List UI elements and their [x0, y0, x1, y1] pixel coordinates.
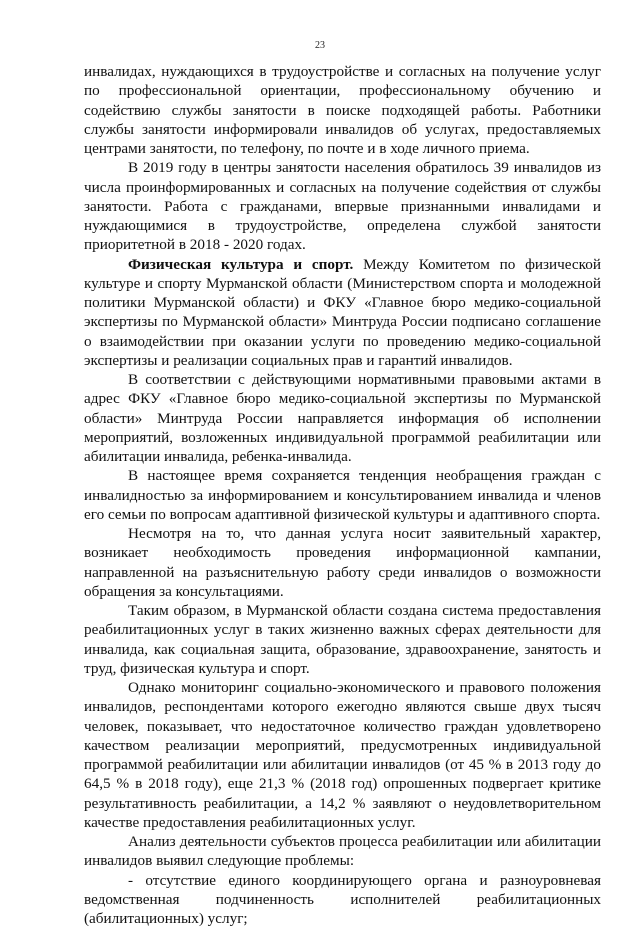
section-heading-sport: Физическая культура и спорт. [128, 256, 353, 273]
paragraph-monitoring: Однако мониторинг социально-экономического и правового положения инвалидов, респондентами которого ежегодно являются свыше двух тысяч человек, показывает, что недостаточное количество граждан удовлетворено качеством реализации мероприятий, предусмотренных индивидуальной программой реабилитации или абилитации инвалидов (от 45 % в 2013 году до 64,5 % в 2018 году), еще 21,3 % (2018 год) опрошенных подвергает критике результативность реабилитации, а 14,2 % заявляют о неудовлетворительном качестве предоставления реабилитационных услуг. [84, 678, 601, 832]
document-body [84, 62, 601, 928]
paragraph-system-summary: Таким образом, в Мурманской области создана система предоставления реабилитационных услуг в таких жизненно важных сферах деятельности для инвалида, как социальная защита, образование, здравоохранение, занятость и труд, физическая культура и спорт. [84, 601, 601, 678]
paragraph-legal-acts: В соответствии с действующими нормативными правовыми актами в адрес ФКУ «Главное бюро медико-социальной экспертизы по Мурманской области» Минтруда России направляется информация об исполнении мероприятий, возложенных индивидуальной программой реабилитации или абилитации инвалида, ребенка-инвалида. [84, 370, 601, 466]
paragraph-campaign: Несмотря на то, что данная услуга носит заявительный характер, возникает необходимость проведения информационной кампании, направленной на разъяснительную работу среди инвалидов о возможности обращения за консультациями. [84, 524, 601, 601]
paragraph-employment-info: инвалидах, нуждающихся в трудоустройстве и согласных на получение услуг по профессиональной ориентации, профессиональному обучению и содействию службы занятости в поиске подходящей работы. Работники службы занятости информировали инвалидов об услугах, предоставляемых центрами занятости, по телефону, по почте и в ходе личного приема. [84, 62, 601, 158]
paragraph-sport-agreement-text: Между Комитетом по физической культуре и спорту Мурманской области (Министерством спорта и молодежной политики Мурманской области) и ФКУ «Главное бюро медико-социальной экспертизы по Мурманской области» Минтруда России подписано соглашение о взаимодействии при оказании услуги по проведению медико-социальной экспертизы и реализации социальных прав и гарантий инвалидов. [84, 256, 601, 369]
paragraph-employment-2019: В 2019 году в центры занятости населения обратилось 39 инвалидов из числа проинформированных и согласных на получение содействия от службы занятости. Работа с гражданами, впервые признанными инвалидами и нуждающимися в трудоустройстве, определена службой занятости приоритетной в 2018 - 2020 годах. [84, 158, 601, 254]
list-item-problem-1: - отсутствие единого координирующего органа и разноуровневая ведомственная подчиненность исполнителей реабилитационных (абилитационных) услуг; [84, 871, 601, 928]
paragraph-sport-agreement [84, 255, 601, 371]
paragraph-trend: В настоящее время сохраняется тенденция необращения граждан с инвалидностью за информированием и консультированием инвалида и членов его семьи по вопросам адаптивной физической культуры и адаптивного спорта. [84, 466, 601, 524]
page-number: 23 [0, 40, 640, 51]
paragraph-analysis: Анализ деятельности субъектов процесса реабилитации или абилитации инвалидов выявил следующие проблемы: [84, 832, 601, 871]
